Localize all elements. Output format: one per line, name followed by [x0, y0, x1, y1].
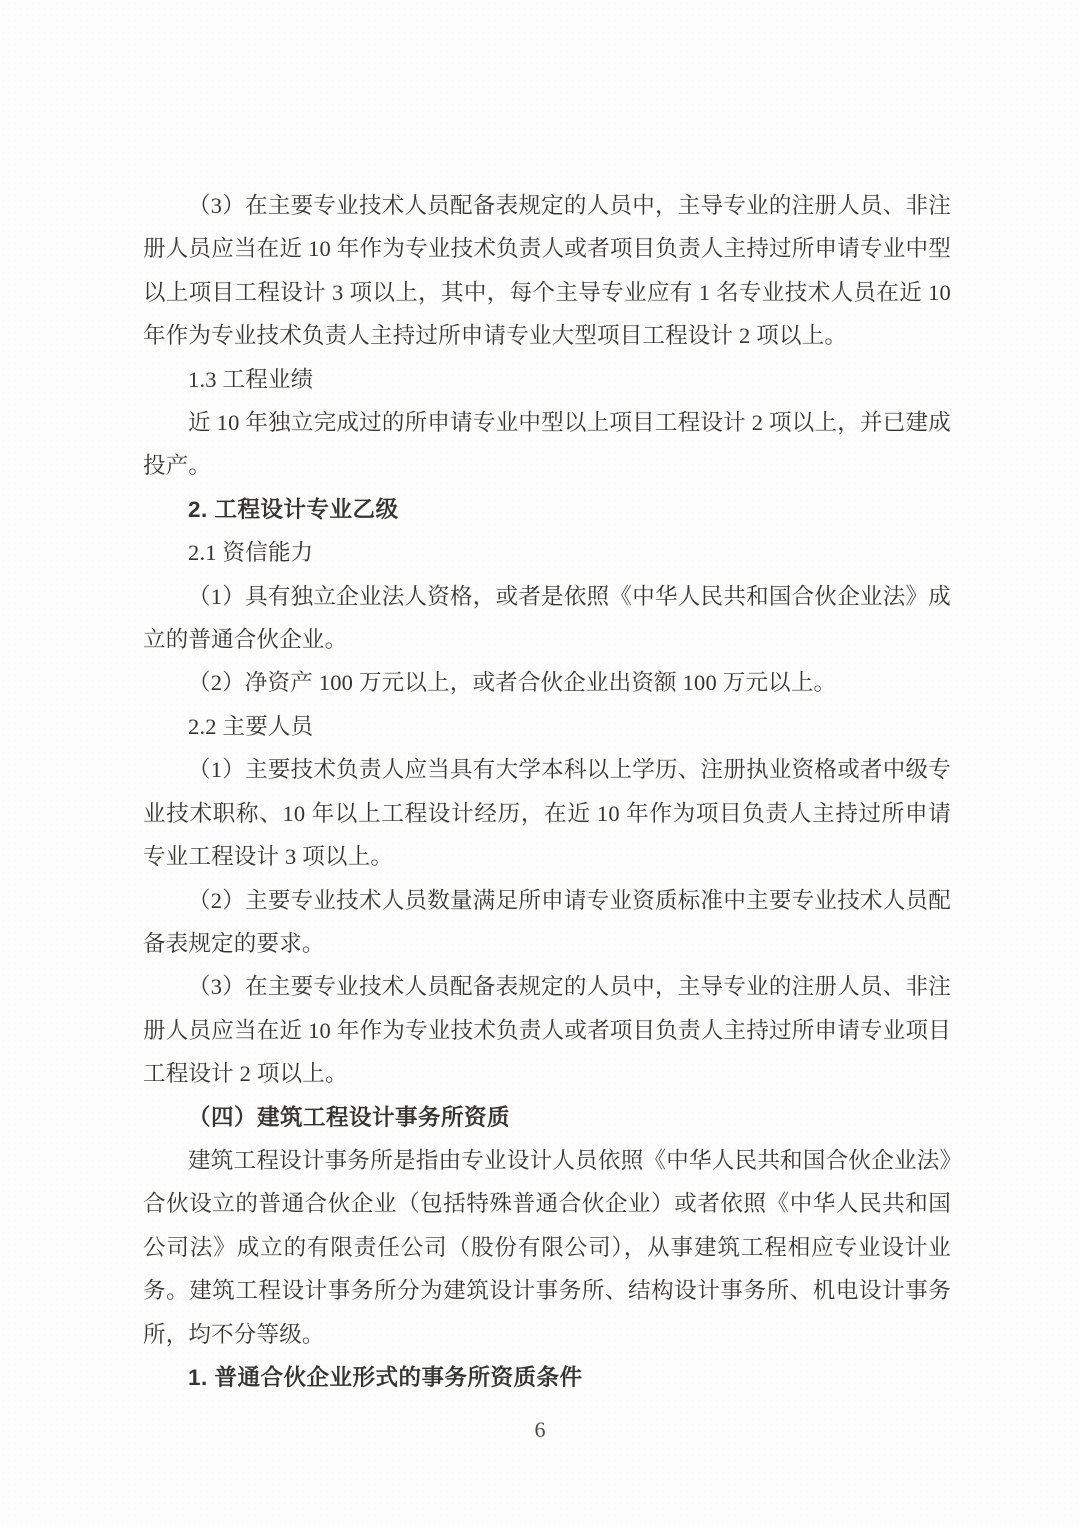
- document-content: [143, 184, 951, 1399]
- subheading-1-3-engineering-performance: 1.3 工程业绩: [188, 366, 314, 392]
- section-heading-4-design-firm-qualification: （四）建筑工程设计事务所资质: [188, 1104, 511, 1130]
- paragraph-item-1-chief-technical-lead: （1）主要技术负责人应当具有大学本科以上学历、注册执业资格或者中级专业技术职称、10 年以上工程设计经历，在近 10 年作为项目负责人主持过所申请专业工程设计 3 项以上。: [143, 757, 951, 870]
- section-heading-1-partnership-firm-conditions: 1. 普通合伙企业形式的事务所资质条件: [188, 1364, 583, 1390]
- paragraph-item-3-requirements: （3）在主要专业技术人员配备表规定的人员中，主导专业的注册人员、非注册人员应当在近 10 年作为专业技术负责人或者项目负责人主持过所申请专业中型以上项目工程设计 3 项以上，其中，每个主导专业应有 1 名专业技术人员在近 10 年作为专业技术负责人主持过所申请专业大型项目工程设计 2 项以上。: [143, 193, 951, 349]
- paragraph-item-2-net-assets: （2）净资产 100 万元以上，或者合伙企业出资额 100 万元以上。: [188, 670, 837, 696]
- paragraph-item-3-registered-personnel: （3）在主要专业技术人员配备表规定的人员中，主导专业的注册人员、非注册人员应当在近 10 年作为专业技术负责人或者项目负责人主持过所申请专业项目工程设计 2 项以上。: [143, 974, 951, 1087]
- subheading-2-2-key-personnel: 2.2 主要人员: [188, 713, 314, 739]
- paragraph-design-firm-definition: 建筑工程设计事务所是指由专业设计人员依照《中华人民共和国合伙企业法》合伙设立的普通合伙企业（包括特殊普通合伙企业）或者依照《中华人民共和国公司法》成立的有限责任公司（股份有限公司），从事建筑工程相应专业设计业务。建筑工程设计事务所分为建筑设计事务所、结构设计事务所、机电设计事务所，均不分等级。: [143, 1147, 951, 1347]
- section-heading-2-professional-grade-b: 2. 工程设计专业乙级: [188, 496, 399, 522]
- paragraph-engineering-performance-detail: 近 10 年独立完成过的所申请专业中型以上项目工程设计 2 项以上，并已建成投产。: [143, 410, 951, 479]
- page-number: 6: [534, 1417, 546, 1442]
- paragraph-item-1-legal-person: （1）具有独立企业法人资格，或者是依照《中华人民共和国合伙企业法》成立的普通合伙企业。: [143, 583, 951, 653]
- subheading-2-1-credit-capacity: 2.1 资信能力: [188, 540, 314, 566]
- paragraph-item-2-staffing-table: （2）主要专业技术人员数量满足所申请专业资质标准中主要专业技术人员配备表规定的要求。: [143, 887, 951, 956]
